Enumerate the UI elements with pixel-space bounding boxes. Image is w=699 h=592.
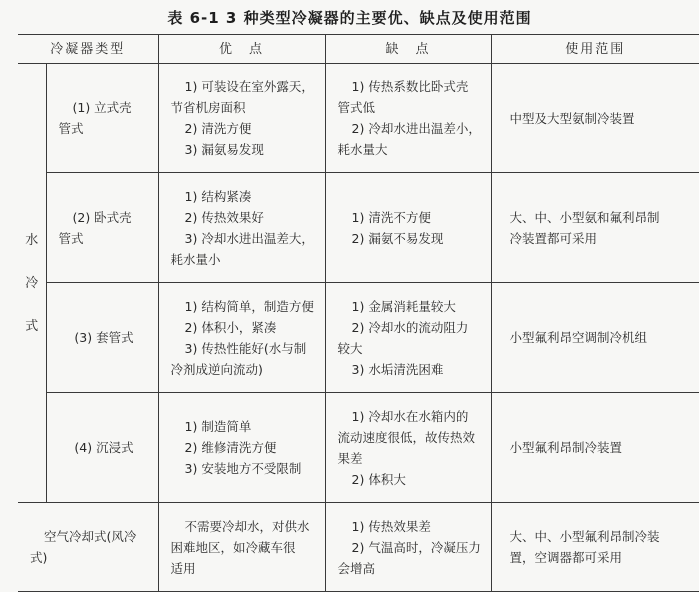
advantages-cell [158,173,325,283]
type-line: (1) 立式壳 [72,100,132,115]
type-line: 式) [30,550,48,565]
table-caption: 表 6-1 3 种类型冷凝器的主要优、缺点及使用范围 [167,8,532,27]
cell-line: 较大 [337,340,363,356]
condenser-type-cell [46,64,158,173]
cell-line: 耗水量小 [170,251,221,267]
type-line: (3) 套管式 [74,330,134,345]
cell-line: 3) 水垢清洗困难 [351,361,444,377]
cell-line: 3) 漏氨易发现 [184,142,264,157]
cell-line: 适用 [170,560,196,576]
cell-line: 1) 金属消耗量较大 [351,298,456,314]
table-row [18,503,699,592]
cell-line: 2) 体积小，紧凑 [184,319,277,335]
condenser-comparison-table [18,34,699,592]
cell-line: 冷装置都可采用 [509,230,598,246]
group-char: 水 [25,232,39,248]
cell-line: 1) 传热效果差 [351,518,431,534]
advantages-cell [158,283,325,393]
condenser-type-cell [18,503,158,592]
table-row [18,283,699,393]
usage-cell [491,173,699,283]
advantages-cell [158,503,325,592]
group-char: 冷 [25,275,39,291]
advantages-cell [158,64,325,173]
cell-line: 会增高 [337,560,376,576]
cell-line: 2) 冷却水进出温差小， [351,121,481,136]
usage-cell [491,283,699,393]
cell-line: 2) 漏氨不易发现 [351,230,444,246]
cell-line: 耗水量大 [337,142,388,157]
cell-line: 小型氟利昂制冷装置 [509,440,623,455]
cell-line: 置，空调器都可采用 [509,550,623,565]
cell-line: 节省机房面积 [170,100,246,115]
condenser-type-cell [46,393,158,503]
table-row [18,64,699,173]
water-cooled-group-label [18,64,46,503]
cell-line: 流动速度很低，故传热效 [337,429,476,445]
cell-line: 1) 制造简单 [184,419,252,434]
header-row [18,35,699,64]
table-row [18,393,699,503]
cell-line: 1) 结构紧凑 [184,188,252,204]
usage-cell [491,503,699,592]
usage-cell [491,64,699,173]
cell-line: 大、中、小型氨和氟利昂制 [509,209,660,225]
header-type: 冷凝器类型 [18,35,158,64]
cell-line: 3) 冷却水进出温差大， [184,230,314,246]
header-usage: 使用范围 [491,35,699,64]
cell-line: 小型氟利昂空调制冷机组 [509,330,648,345]
header-advantages: 优 点 [158,35,325,64]
cell-line: 2) 传热效果好 [184,209,264,225]
cell-line: 2) 气温高时，冷凝压力 [351,539,481,555]
disadvantages-cell [325,64,491,173]
cell-line: 1) 结构简单，制造方便 [184,298,314,314]
type-line: (2) 卧式壳 [72,209,132,225]
cell-line: 1) 清洗不方便 [351,209,431,225]
cell-line: 果差 [337,450,363,466]
cell-line: 1) 可装设在室外露天， [184,79,314,94]
type-line: (4) 沉浸式 [74,440,134,455]
disadvantages-cell [325,283,491,393]
type-line: 管式 [58,121,84,136]
cell-line: 冷剂成逆向流动) [170,361,263,377]
cell-line: 3) 传热性能好(水与制 [184,340,307,356]
cell-line: 不需要冷却水，对供水 [184,518,310,534]
disadvantages-cell [325,173,491,283]
type-line: 管式 [58,230,84,246]
disadvantages-cell [325,503,491,592]
type-line: 空气冷却式(风冷 [44,529,137,544]
group-char: 式 [25,318,39,334]
cell-line: 2) 维修清洗方便 [184,440,277,455]
cell-line: 1) 传热系数比卧式壳 [351,79,469,94]
cell-line: 1) 冷却水在水箱内的 [351,408,469,424]
cell-line: 2) 体积大 [351,471,406,487]
disadvantages-cell [325,393,491,503]
cell-line: 管式低 [337,100,376,115]
header-disadvantages: 缺 点 [325,35,491,64]
table-row [18,173,699,283]
condenser-type-cell [46,283,158,393]
cell-line: 2) 冷却水的流动阻力 [351,319,469,335]
condenser-type-cell [46,173,158,283]
advantages-cell [158,393,325,503]
usage-cell [491,393,699,503]
cell-line: 3) 安装地方不受限制 [184,461,302,476]
cell-line: 大、中、小型氟利昂制冷装 [509,529,660,544]
cell-line: 2) 清洗方便 [184,121,252,136]
cell-line: 中型及大型氨制冷装置 [509,110,635,126]
cell-line: 困难地区，如冷藏车很 [170,539,296,555]
